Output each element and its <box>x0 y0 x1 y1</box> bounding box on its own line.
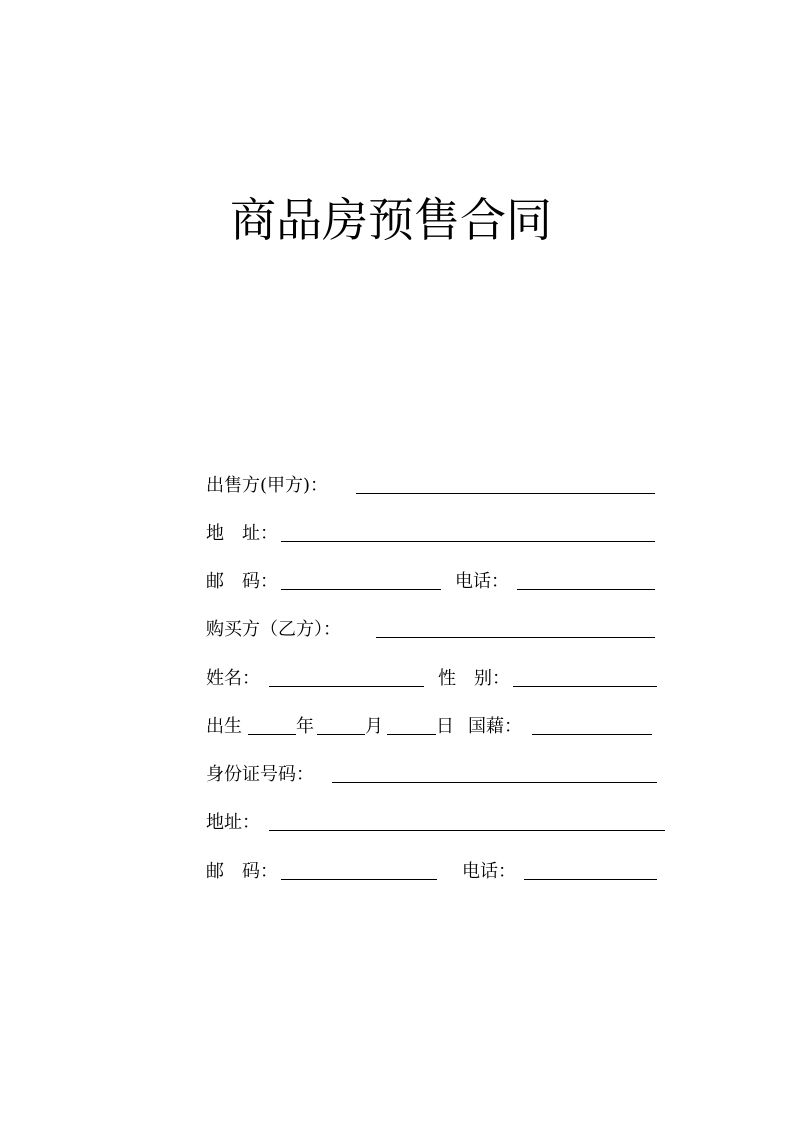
buyer-row <box>206 615 666 645</box>
buyer-contact-row <box>206 857 666 887</box>
buyer-month-label: 月 <box>365 716 383 737</box>
buyer-day-label: 日 <box>436 716 454 737</box>
seller-phone-label: 电话： <box>455 571 509 592</box>
buyer-id-label: 身份证号码： <box>206 764 314 785</box>
buyer-postcode-field[interactable] <box>281 879 437 880</box>
seller-name-field[interactable] <box>356 493 655 494</box>
buyer-address-label: 地址： <box>206 812 260 833</box>
buyer-birth-year-field[interactable] <box>248 734 296 735</box>
buyer-birth-row <box>206 712 666 742</box>
buyer-label: 购买方（乙方）： <box>206 619 341 640</box>
buyer-name-field-main[interactable] <box>376 637 655 638</box>
buyer-gender-label: 性 别： <box>438 668 510 689</box>
seller-address-row <box>206 519 666 549</box>
document-title: 商品房预售合同 <box>230 193 552 247</box>
buyer-name-row <box>206 664 666 694</box>
buyer-address-field[interactable] <box>269 830 665 831</box>
seller-address-field[interactable] <box>281 541 655 542</box>
buyer-phone-field[interactable] <box>524 879 657 880</box>
buyer-address-row <box>206 808 676 838</box>
buyer-birth-day-field[interactable] <box>387 734 436 735</box>
buyer-birth-label: 出生 <box>206 716 242 737</box>
seller-address-label: 地 址： <box>206 523 278 544</box>
buyer-nationality-label: 国藉： <box>468 716 522 737</box>
seller-postcode-label: 邮 码： <box>206 571 278 592</box>
buyer-name-label: 姓名： <box>206 668 260 689</box>
buyer-gender-field[interactable] <box>513 686 657 687</box>
buyer-name-field[interactable] <box>269 686 424 687</box>
buyer-id-row <box>206 760 666 790</box>
buyer-year-label: 年 <box>296 716 314 737</box>
seller-label: 出售方(甲方)： <box>206 475 329 496</box>
buyer-phone-label: 电话： <box>462 861 516 882</box>
seller-contact-row <box>206 567 666 597</box>
buyer-postcode-label: 邮 码： <box>206 861 278 882</box>
buyer-nationality-field[interactable] <box>532 734 652 735</box>
seller-phone-field[interactable] <box>517 589 655 590</box>
seller-postcode-field[interactable] <box>281 589 441 590</box>
seller-row <box>206 471 666 501</box>
buyer-birth-month-field[interactable] <box>317 734 365 735</box>
buyer-id-field[interactable] <box>332 782 657 783</box>
